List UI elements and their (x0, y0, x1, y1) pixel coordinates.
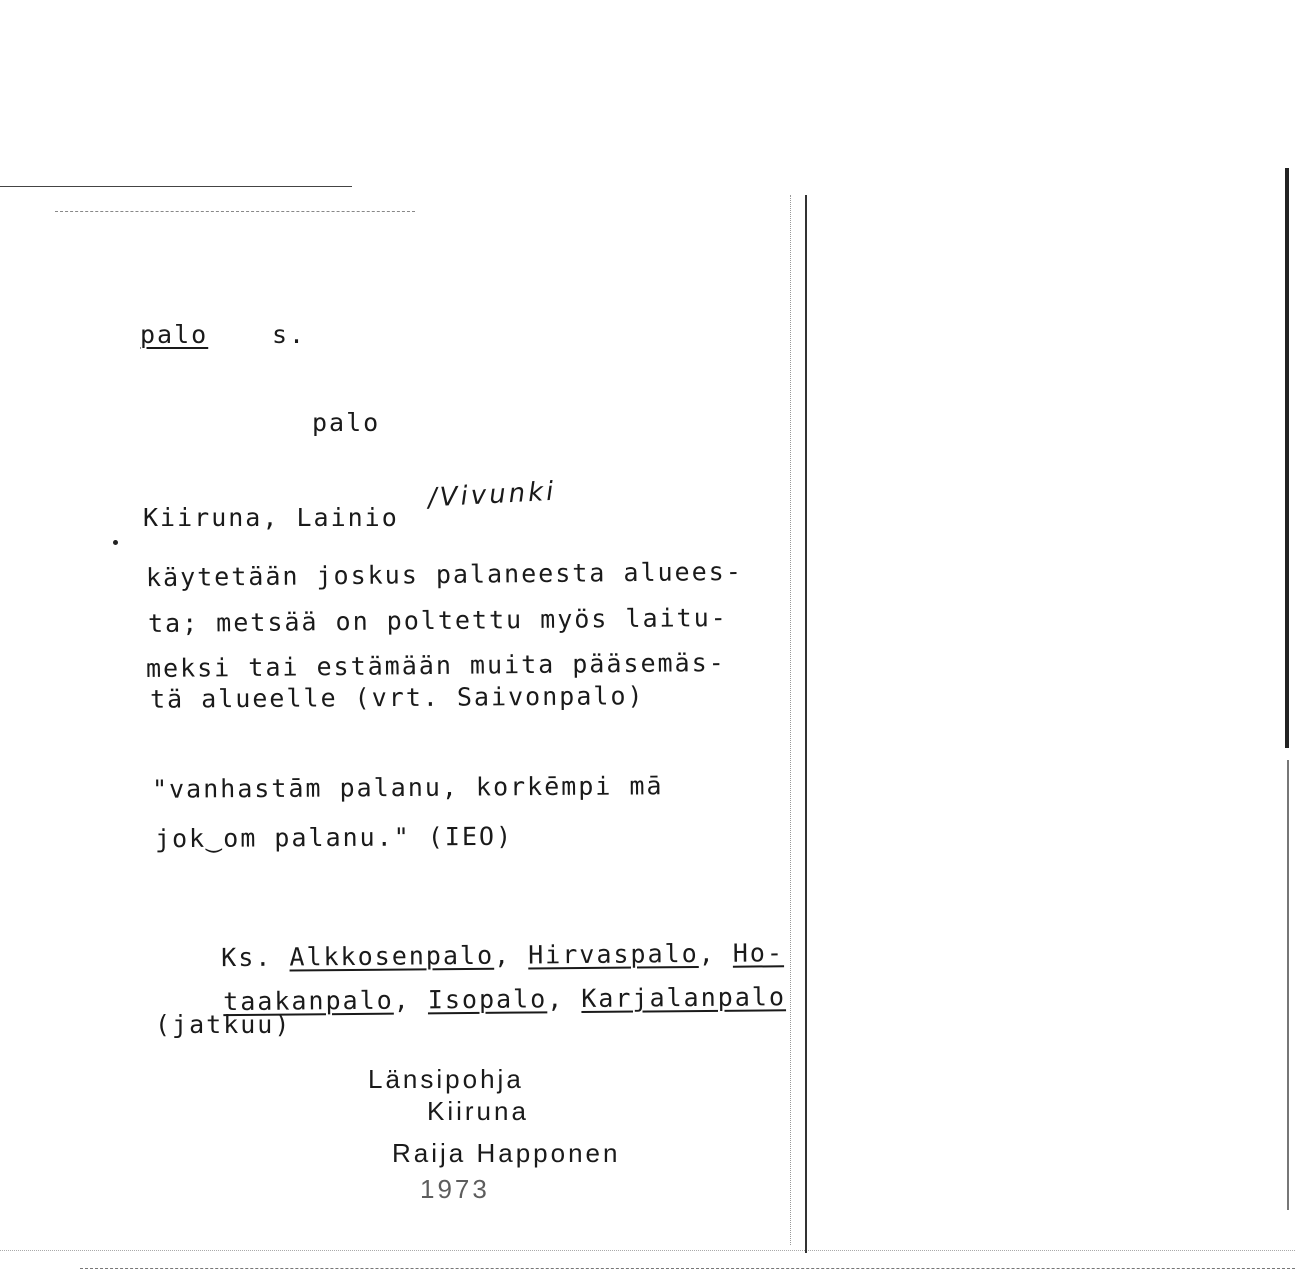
part-of-speech: s. (272, 320, 307, 349)
continuation-note: (jatkuu) (155, 1010, 292, 1039)
example-line-2: jok‿om palanu." (IEO) (154, 821, 514, 854)
see-also-line-2: taakanpalo, Isopalo, Karjalanpalo (223, 982, 787, 1017)
stamp-parish: Kiiruna (427, 1096, 529, 1126)
see-also-item: Alkkosenpalo (289, 940, 495, 972)
place-handwritten: /Vivunki (427, 476, 558, 514)
definition-line-1: käytetään joskus palaneesta aluees- (145, 556, 743, 593)
example-line-1: "vanhastām palanu, korkēmpi mā (151, 771, 664, 804)
stamp-year: 1973 (420, 1174, 490, 1204)
card-edge-line (805, 195, 807, 1253)
definition-line-3: meksi tai estämään muita pääsemäs- (145, 647, 726, 684)
card-edge-dots (790, 195, 791, 1245)
place-name: Kiiruna, Lainio (143, 503, 399, 532)
definition-line-4: tä alueelle (vrt. Saivonpalo) (149, 681, 645, 714)
see-also-item: Hirvaspalo (528, 938, 699, 970)
scan-edge-mark-lower (1287, 760, 1289, 1210)
definition-line-2: ta; metsää on poltettu myös laitu- (147, 602, 728, 639)
see-also-item: Karjalanpalo (581, 982, 787, 1014)
bottom-rule (80, 1268, 1295, 1270)
dialect-form: palo (312, 408, 381, 437)
see-also-item: Isopalo (427, 984, 548, 1015)
headword: palo (140, 320, 209, 349)
stamp-collector: Raija Happonen (392, 1138, 621, 1168)
see-also-line-1: Ks. Alkkosenpalo, Hirvaspalo, Ho- (221, 938, 785, 973)
bottom-rule-dotted (0, 1250, 1295, 1252)
top-rule-dashed (55, 211, 415, 213)
see-also-item: taakanpalo (223, 985, 394, 1017)
scan-edge-mark (1285, 168, 1289, 748)
stamp-region: Länsipohja (368, 1064, 524, 1094)
see-also-item: Ho- (732, 938, 785, 968)
margin-dot (113, 540, 118, 545)
top-rule (0, 186, 352, 187)
see-also-prefix: Ks. (221, 942, 273, 973)
